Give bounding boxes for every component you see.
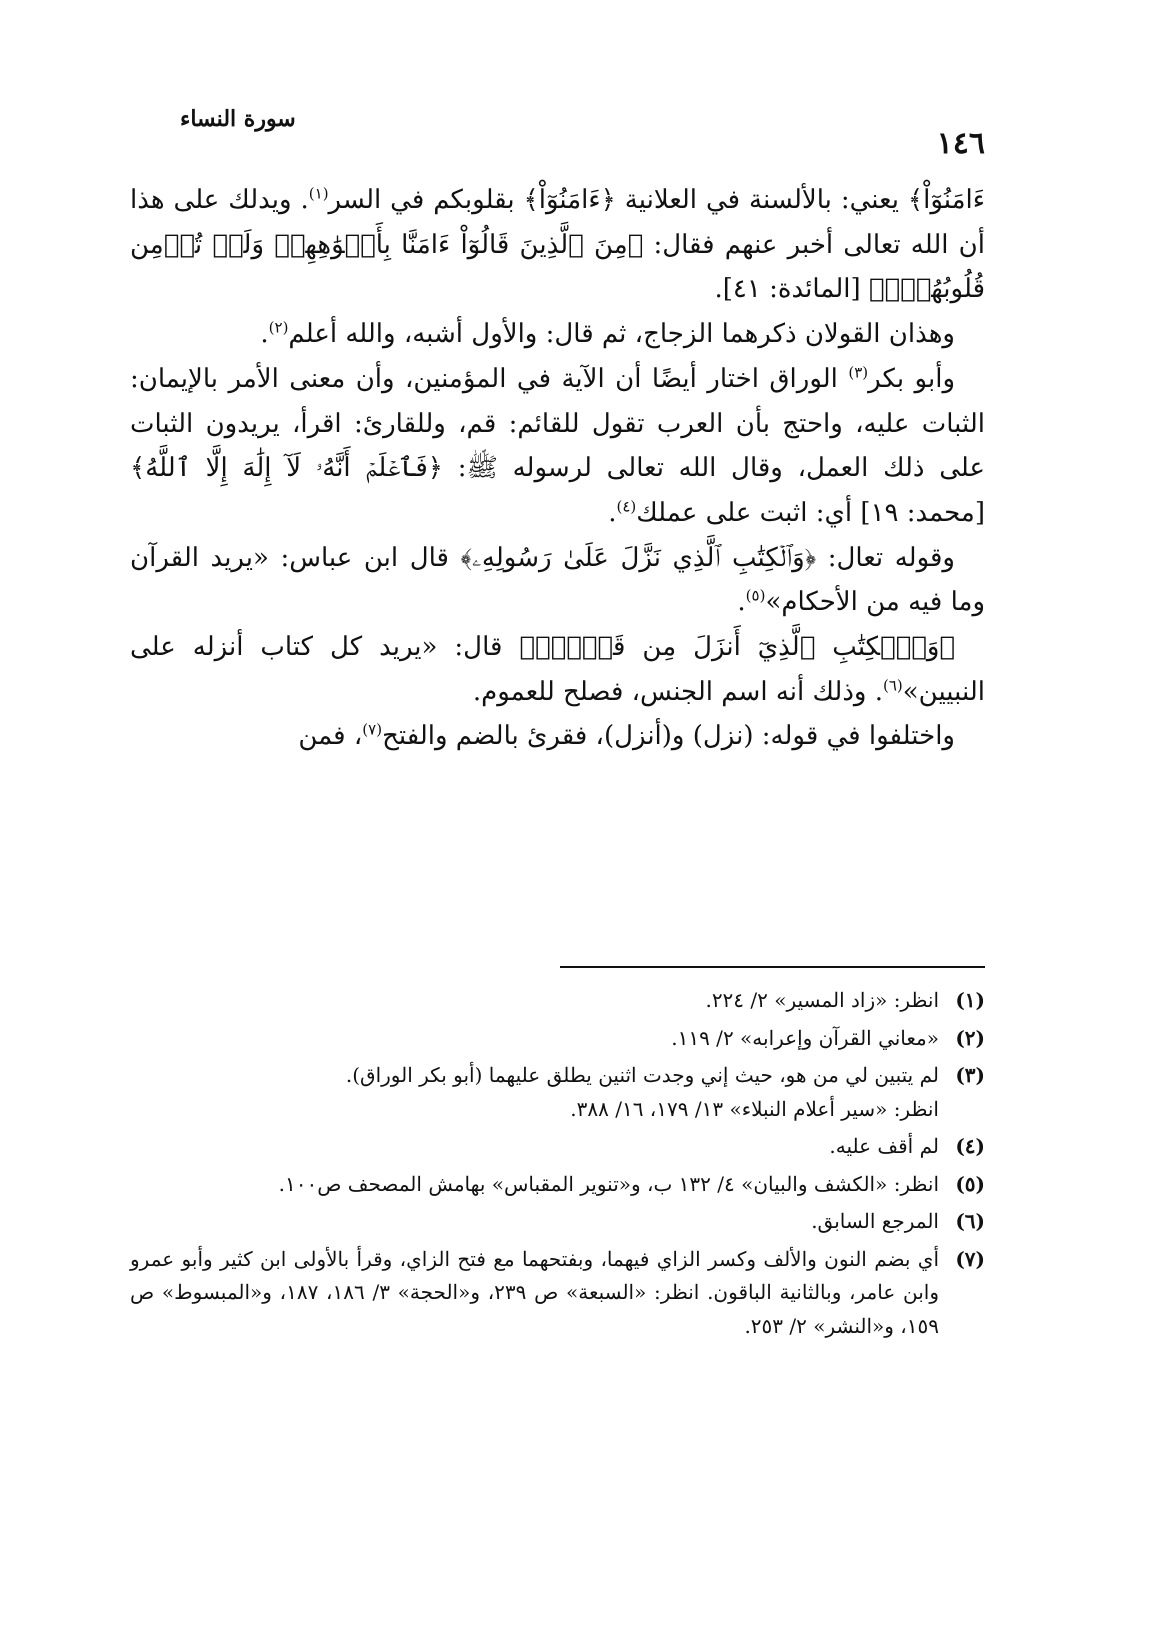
footnote-ref: (٦) [882,676,903,695]
running-title: سورة النساء [180,106,296,132]
footnote-ref: (٣) [848,363,869,382]
footnote-text: انظر: «الكشف والبيان» ٤/ ١٣٢ ب، و«تنوير المقباس» بهامش المصحف ص١٠٠. [278,1171,939,1196]
footnote-text: انظر: «زاد المسير» ٢/ ٢٢٤. [705,988,939,1012]
main-text [130,178,985,759]
text-run: ، فمن [298,721,363,752]
text-run: ءَامَنُوٓاْ﴾ يعني: بالألسنة في العلانية ﴿ءَامَنُوٓاْ﴾ بقلوبكم في السر [328,185,985,215]
footnote-text: لم يتبين لي من هو، حيث إني وجدت اثنين يطلق عليهما (أبو بكر الوراق). [345,1063,939,1087]
footnote-number: (١) [955,988,985,1012]
footnote [130,1022,985,1056]
footnote-divider [560,966,985,968]
footnote-ref: (٧) [362,720,383,739]
footnote-text: لم أقف عليه. [829,1134,939,1158]
footnote [130,1130,985,1164]
footnote-ref: (٢) [268,318,289,337]
footnote-text: أي بضم النون والألف وكسر الزاي فيهما، وبفتحهما مع فتح الزاي، وقرأ بالأولى ابن كثير وأبو عمرو وابن عامر، وبالثانية الباقون. انظر: «السبعة» ص ٢٣٩، و«الحجة» ٣/ ١٨٦، ١٨٧، و«المبسوط» ص ١٥٩، و«النشر» ٢/ ٢٥٣. [130,1246,940,1338]
text-run: . [608,497,617,528]
text-run: وقوله تعال: ﴿وَٱلۡكِتَٰبِ ٱلَّذِي نَزَّلَ عَلَىٰ رَسُولِهِۦ﴾ قال ابن عباس: «يريد القرآن وما فيه من الأحكام» [130,542,985,618]
footnote-text: المرجع السابق. [811,1209,939,1233]
text-run: وأبو بكر [868,363,955,394]
text-run: واختلفوا في قوله: (نزل) و(أنزل)، فقرئ بالضم والفتح [382,721,955,752]
text-run: . [737,587,746,618]
text-run: ﴿وَٱلۡكِتَٰبِ ٱلَّذِيٓ أَنزَلَ مِن قَبۡلُۚ﴾ قال: «يريد كل كتاب أنزله على النبيين» [130,632,985,707]
footnote-ref: (٥) [745,586,766,605]
footnote [130,984,985,1018]
paragraph [130,178,985,312]
paragraph [130,536,985,625]
text-run: . [260,319,269,350]
footnote [130,1059,985,1126]
footnote-text: «معاني القرآن وإعرابه» ٢/ ١١٩. [671,1025,939,1050]
text-run: . وذلك أنه اسم الجنس، فصلح للعموم. [472,676,883,707]
paragraph [130,625,985,714]
page-header [180,100,985,160]
footnote [130,1205,985,1239]
footnote [130,1168,985,1202]
footnote-number: (٦) [955,1209,985,1233]
text-run: . ويدلك على هذا أن الله تعالى أخبر عنهم فقال: ﴿مِنَ ٱلَّذِينَ قَالُوٓاْ ءَامَنَّا بِأَفۡوَٰهِهِمۡ وَلَمۡ تُؤۡمِن قُلُوبُهُمۡۛ﴾ [المائدة: ٤١]. [130,185,985,305]
footnote-number: (٧) [955,1246,985,1271]
footnote-number: (٢) [955,1025,985,1050]
footnote [130,1243,985,1344]
paragraph [130,714,985,759]
footnote-text: انظر: «سير أعلام النبلاء» ١٣/ ١٧٩، ١٦/ ٣٨٨. [570,1096,939,1121]
footnote-number: (٤) [955,1134,985,1158]
page-number: ١٤٦ [936,126,985,161]
footnote-ref: (١) [308,184,329,203]
text-run: وهذان القولان ذكرهما الزجاج، ثم قال: والأول أشبه، والله أعلم [288,319,955,350]
footnote-number: (٣) [955,1063,985,1087]
footnote-number: (٥) [955,1171,985,1196]
footnotes [130,984,985,1347]
paragraph [130,312,985,357]
footnote-ref: (٤) [616,497,637,516]
text-run: الوراق اختار أيضًا أن الآية في المؤمنين، وأن معنى الأمر بالإيمان: الثبات عليه، واحتج بأن العرب تقول للقائم: قم، وللقارئ: اقرأ، يريدون الثبات على ذلك العمل، وقال الله تعالى لرسوله ﷺ: ﴿فَٱعۡلَمۡ أَنَّهُۥ لَآ إِلَٰهَ إِلَّا ٱللَّهُ﴾ [محمد: ١٩] أي: اثبت على عملك [130,363,985,528]
paragraph [130,357,985,536]
